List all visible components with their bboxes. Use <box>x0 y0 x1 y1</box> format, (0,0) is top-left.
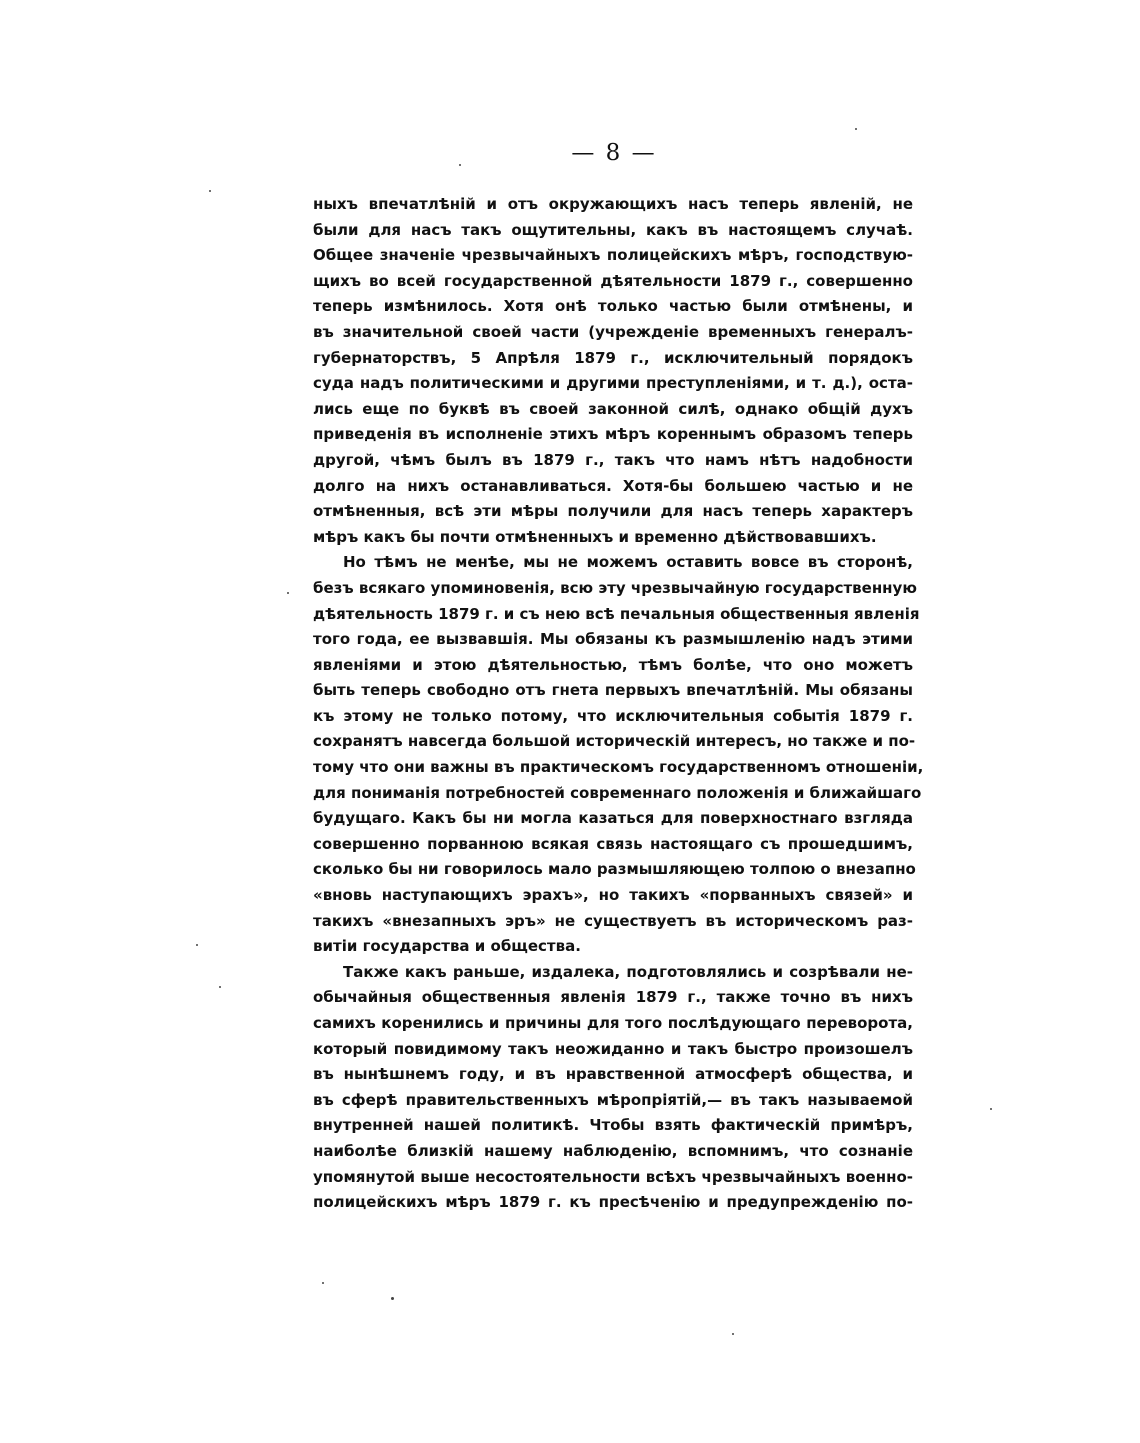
text-line: Общее значеніе чрезвычайныхъ полицейскихъ мѣръ, господствую- <box>313 246 913 265</box>
scan-speck <box>219 986 221 988</box>
text-line: другой, чѣмъ былъ въ 1879 г., такъ что намъ нѣтъ надобности <box>313 450 913 469</box>
paragraph-1 <box>313 192 913 550</box>
text-line: который повидимому такъ неожиданно и такъ быстро произошелъ <box>313 1039 913 1058</box>
text-line: отмѣненныя, всѣ эти мѣры получили для насъ теперь характеръ <box>313 502 913 521</box>
text-line: долго на нихъ останавливаться. Хотя-бы большею частью и не <box>313 476 913 495</box>
text-line: были для насъ такъ ощутительны, какъ въ настоящемъ случаѣ. <box>313 220 913 239</box>
text-line: въ значительной своей части (учрежденіе временныхъ генералъ- <box>313 322 913 341</box>
text-line: мѣръ какъ бы почти отмѣненныхъ и временно дѣйствовавшихъ. <box>313 527 877 546</box>
text-line: Также какъ раньше, издалека, подготовлялись и созрѣвали не- <box>343 962 913 981</box>
text-line: суда надъ политическими и другими преступленіями, и т. д.), оста- <box>313 374 913 393</box>
text-line: въ сферѣ правительственныхъ мѣропріятій,— въ такъ называемой <box>313 1090 913 1109</box>
text-line: тому что они важны въ практическомъ государственномъ отношеніи, <box>313 758 924 777</box>
text-line: будущаго. Какъ бы ни могла казаться для поверхностнаго взгляда <box>313 809 913 828</box>
text-line: такихъ «внезапныхъ эръ» не существуетъ въ историческомъ раз- <box>313 911 913 930</box>
text-line: дѣятельность 1879 г. и съ нею всѣ печальныя общественныя явленія <box>313 604 920 623</box>
text-line: «вновь наступающихъ эрахъ», но такихъ «порванныхъ связей» и <box>313 886 913 905</box>
body-text <box>313 192 924 1216</box>
text-line: приведенія въ исполненіе этихъ мѣръ кореннымъ образомъ теперь <box>313 425 913 444</box>
text-line: упомянутой выше несостоятельности всѣхъ чрезвычайныхъ военно- <box>313 1167 913 1186</box>
text-line: наиболѣе близкій нашему наблюденію, вспомнимъ, что сознаніе <box>313 1141 913 1160</box>
scan-speck <box>287 592 289 594</box>
text-line: Но тѣмъ не менѣе, мы не можемъ оставить вовсе въ сторонѣ, <box>343 553 913 572</box>
paragraph-3 <box>313 960 913 1216</box>
page-number: — 8 — <box>571 140 657 166</box>
scan-speck <box>196 944 198 946</box>
text-line: для пониманія потребностей современнаго положенія и ближайшаго <box>313 783 922 802</box>
text-line: витіи государства и общества. <box>313 937 581 956</box>
text-line: ныхъ впечатлѣній и отъ окружающихъ насъ теперь явленій, не <box>313 195 913 213</box>
text-line: сохранятъ навсегда большой историческій интересъ, но также и по- <box>313 732 916 751</box>
text-line: теперь измѣнилось. Хотя онѣ только частью были отмѣнены, и <box>313 297 913 316</box>
text-line: къ этому не только потому, что исключительныя событія 1879 г. <box>313 706 913 725</box>
text-line: внутренней нашей политикѣ. Чтобы взять фактическій примѣръ, <box>313 1116 913 1135</box>
text-line: въ нынѣшнемъ году, и въ нравственной атмосферѣ общества, и <box>313 1065 913 1084</box>
text-line: сколько бы ни говорилось мало размышляющею толпою о внезапно <box>313 860 916 879</box>
text-line: щихъ во всей государственной дѣятельности 1879 г., совершенно <box>313 271 913 290</box>
scan-speck <box>990 1108 992 1110</box>
text-line: быть теперь свободно отъ гнета первыхъ впечатлѣній. Мы обязаны <box>313 681 913 700</box>
text-line: обычайныя общественныя явленія 1879 г., также точно въ нихъ <box>313 988 913 1007</box>
scan-speck <box>322 1282 324 1284</box>
text-line: полицейскихъ мѣръ 1879 г. къ пресѣченію и предупрежденію по- <box>313 1193 913 1212</box>
scan-speck <box>391 1297 394 1300</box>
paragraph-2 <box>313 550 924 960</box>
text-line: губернаторствъ, 5 Апрѣля 1879 г., исключительный порядокъ <box>313 348 913 367</box>
text-line: самихъ коренились и причины для того послѣдующаго переворота, <box>313 1014 913 1032</box>
scan-speck <box>855 128 857 130</box>
text-line: того года, ее вызвавшія. Мы обязаны къ размышленію надъ этими <box>313 630 913 649</box>
scan-speck <box>459 164 461 166</box>
scan-speck <box>209 190 211 192</box>
text-line: безъ всякаго упоминовенія, всю эту чрезвычайную государственную <box>313 578 917 597</box>
text-line: совершенно порванною всякая связь настоящаго съ прошедшимъ, <box>313 834 913 853</box>
scan-speck <box>732 1333 734 1335</box>
text-line: лись еще по буквѣ въ своей законной силѣ, однако общій духъ <box>313 399 913 418</box>
text-line: явленіями и этою дѣятельностью, тѣмъ болѣе, что оно можетъ <box>313 655 913 674</box>
